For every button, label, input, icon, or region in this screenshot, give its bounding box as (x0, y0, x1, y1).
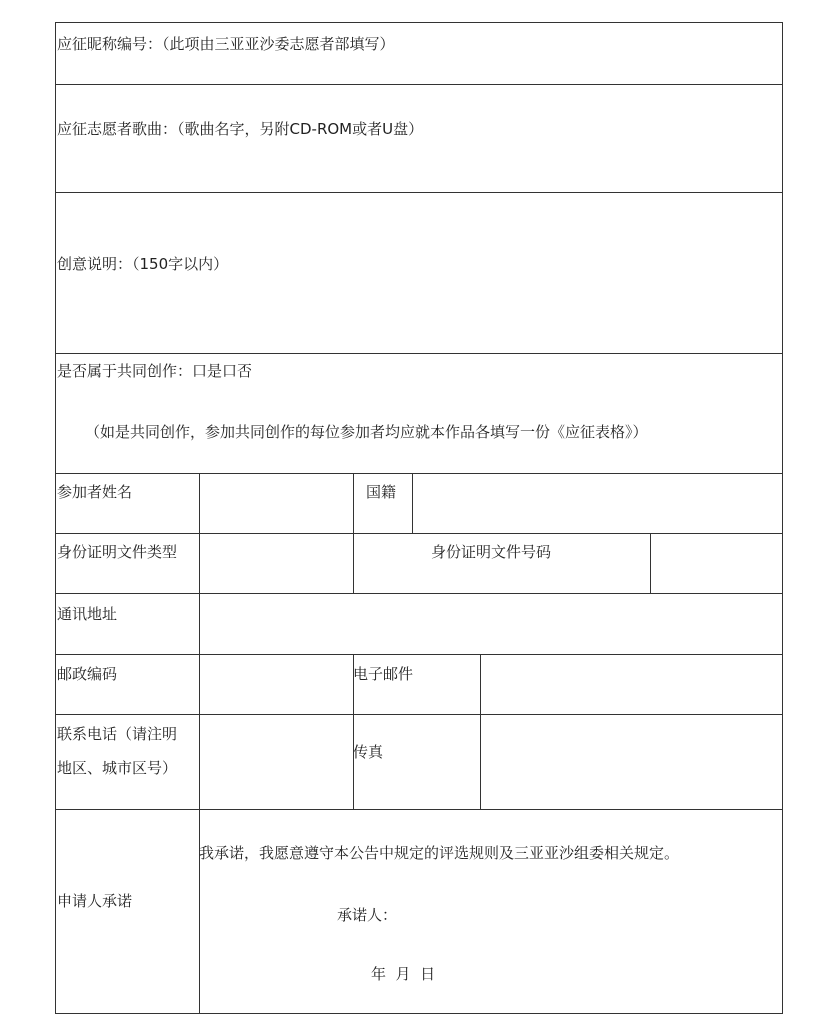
participant-name-label: 参加者姓名 (57, 483, 133, 501)
postal-code-label: 邮政编码 (57, 665, 118, 683)
joint-creation-note: （如是共同创作，参加共同创作的每位参加者均应就本作品各填写一份《应征表格》） (85, 423, 648, 441)
column-divider (199, 473, 200, 1014)
nickname-id-label: 应征昵称编号：（此项由三亚亚沙委志愿者部填写） (57, 35, 395, 53)
column-divider (412, 473, 413, 533)
table-border-left (55, 22, 56, 1014)
fax-label: 传真 (353, 743, 384, 761)
column-divider (353, 473, 354, 533)
row-divider (55, 593, 783, 594)
application-form-table (55, 22, 783, 1014)
row-divider (55, 473, 783, 474)
description-label: 创意说明：（150字以内） (57, 255, 229, 273)
row-divider (55, 84, 783, 85)
row-divider (55, 809, 783, 810)
id-doc-type-label: 身份证明文件类型 (57, 543, 178, 561)
row-divider (55, 533, 783, 534)
phone-label-line1: 联系电话（请注明 (57, 725, 178, 743)
phone-label-line2: 地区、城市区号） (57, 759, 178, 777)
date-label: 年 月 日 (371, 965, 436, 983)
row-divider (55, 353, 783, 354)
pledge-text: 我承诺，我愿意遵守本公告中规定的评选规则及三亚亚沙组委相关规定。 (199, 844, 680, 862)
row-divider (55, 654, 783, 655)
joint-creation-label: 是否属于共同创作：口是口否 (57, 362, 253, 380)
table-border-right (782, 22, 783, 1014)
row-divider (55, 192, 783, 193)
column-divider (353, 533, 354, 593)
email-label: 电子邮件 (353, 665, 414, 683)
song-label: 应征志愿者歌曲：（歌曲名字，另附CD-ROM或者U盘） (57, 120, 424, 138)
address-label: 通讯地址 (57, 605, 118, 623)
table-border-top (55, 22, 783, 23)
pledger-label: 承诺人： (337, 906, 398, 924)
table-border-bottom (55, 1013, 783, 1014)
id-doc-number-label: 身份证明文件号码 (431, 543, 552, 561)
column-divider (650, 533, 651, 593)
row-divider (55, 714, 783, 715)
nationality-label: 国籍 (366, 483, 397, 501)
column-divider (480, 654, 481, 809)
applicant-pledge-label: 申请人承诺 (57, 892, 133, 910)
